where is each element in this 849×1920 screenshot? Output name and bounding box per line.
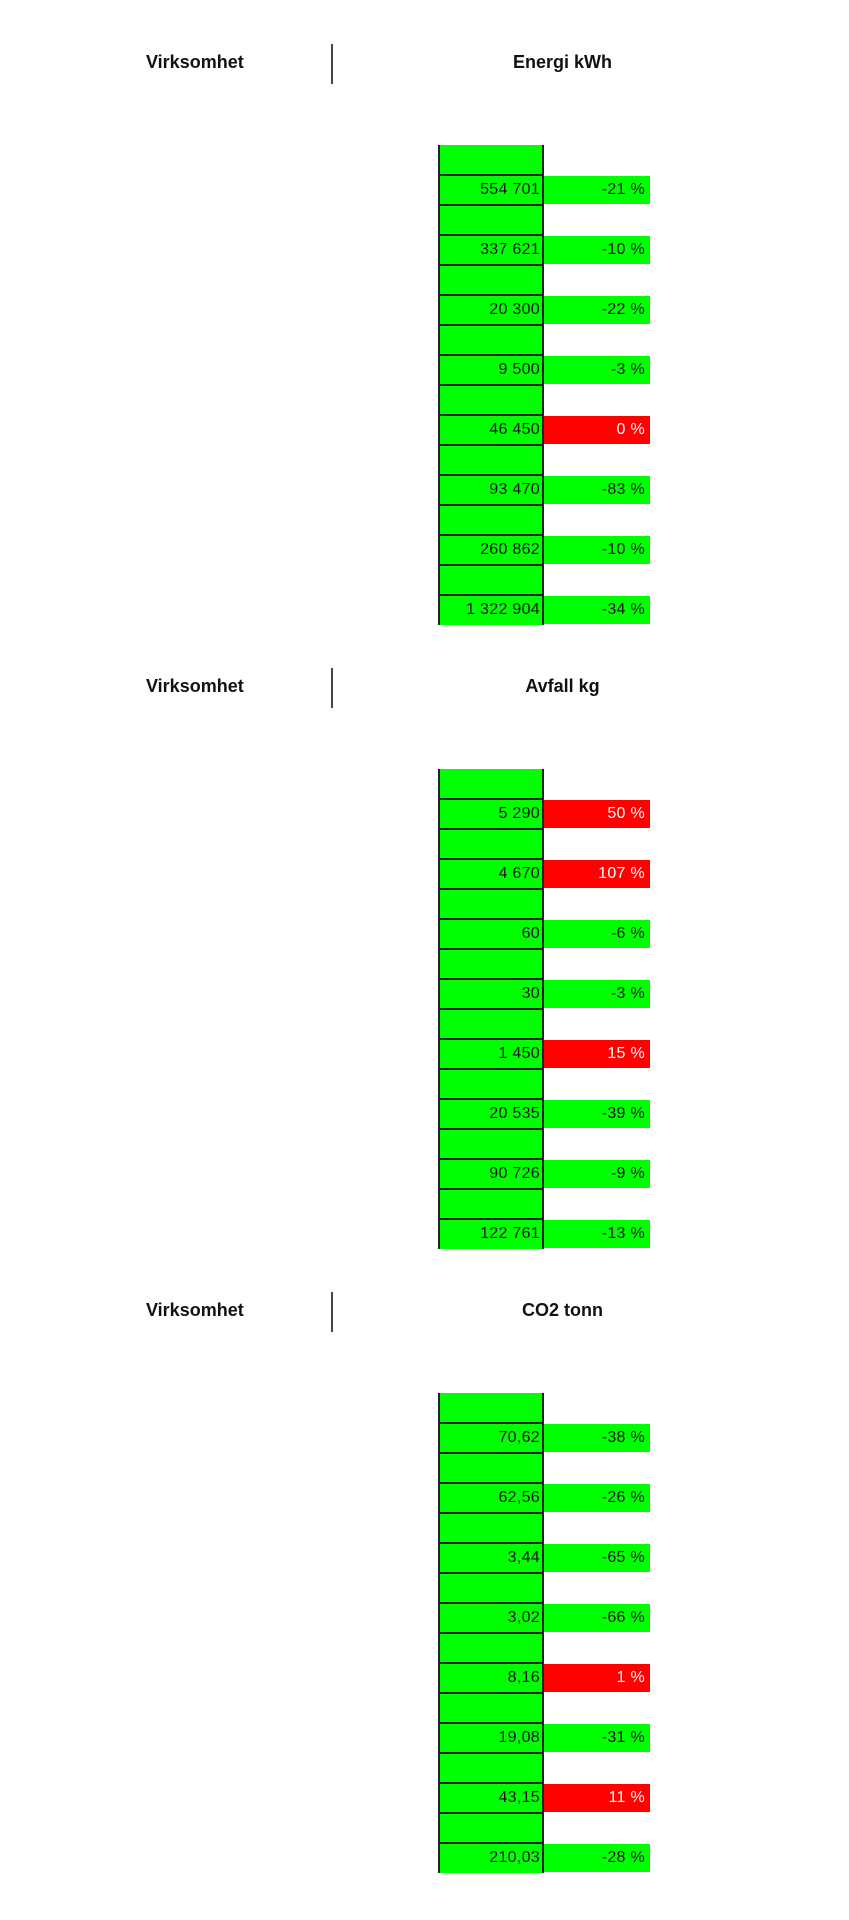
metric-section <box>0 1248 849 1866</box>
row-separator <box>438 1632 544 1634</box>
row-separator <box>438 504 544 506</box>
column-header-metric: Avfall kg <box>525 676 600 696</box>
row-separator <box>438 444 544 446</box>
row-separator <box>438 1752 544 1754</box>
change-badge: -31 % <box>544 1724 650 1752</box>
change-badge: 11 % <box>544 1784 650 1812</box>
row-separator <box>438 1812 544 1814</box>
value-cell: 30 <box>521 985 540 1002</box>
value-cell: 337 621 <box>480 241 540 258</box>
value-cell: 20 300 <box>489 301 540 318</box>
metric-table <box>438 769 653 1249</box>
change-badge: -13 % <box>544 1220 650 1248</box>
value-cell: 70,62 <box>498 1429 540 1446</box>
change-badge: 1 % <box>544 1664 650 1692</box>
row-separator <box>438 948 544 950</box>
row-separator <box>438 264 544 266</box>
value-cell: 4 670 <box>498 865 540 882</box>
change-badge: -22 % <box>544 296 650 324</box>
value-cell: 260 862 <box>480 541 540 558</box>
value-cell: 5 290 <box>498 805 540 822</box>
row-separator <box>438 1692 544 1694</box>
value-cell: 62,56 <box>498 1489 540 1506</box>
value-cell: 9 500 <box>498 361 540 378</box>
value-cell: 93 470 <box>489 481 540 498</box>
value-cell: 210,03 <box>489 1849 540 1866</box>
change-badge: -65 % <box>544 1544 650 1572</box>
change-badge: -83 % <box>544 476 650 504</box>
change-badge: 0 % <box>544 416 650 444</box>
row-separator <box>438 324 544 326</box>
metric-section <box>0 0 849 618</box>
row-separator <box>438 1452 544 1454</box>
change-badge: 15 % <box>544 1040 650 1068</box>
column-header-metric: CO2 tonn <box>522 1300 603 1320</box>
column-header-business: Virksomhet <box>146 1300 244 1320</box>
row-separator <box>438 384 544 386</box>
value-cell: 1 450 <box>498 1045 540 1062</box>
change-badge: -10 % <box>544 236 650 264</box>
change-badge: -3 % <box>544 356 650 384</box>
change-badge: -39 % <box>544 1100 650 1128</box>
change-badge: -26 % <box>544 1484 650 1512</box>
header-divider <box>331 668 333 708</box>
column-header-business: Virksomhet <box>146 52 244 72</box>
row-separator <box>438 888 544 890</box>
change-badge: -21 % <box>544 176 650 204</box>
change-badge: -66 % <box>544 1604 650 1632</box>
value-cell: 60 <box>521 925 540 942</box>
change-badge: -38 % <box>544 1424 650 1452</box>
row-separator <box>438 828 544 830</box>
value-cell: 1 322 904 <box>466 601 540 618</box>
row-separator <box>438 1068 544 1070</box>
value-cell: 43,15 <box>498 1789 540 1806</box>
metric-table <box>438 145 653 625</box>
change-badge: -9 % <box>544 1160 650 1188</box>
change-badge: -3 % <box>544 980 650 1008</box>
change-badge: -10 % <box>544 536 650 564</box>
value-cell: 3,44 <box>507 1549 540 1566</box>
row-separator <box>438 1512 544 1514</box>
change-badge: -28 % <box>544 1844 650 1872</box>
row-separator <box>438 1188 544 1190</box>
metric-section <box>0 624 849 1242</box>
header-divider <box>331 1292 333 1332</box>
change-badge: 107 % <box>544 860 650 888</box>
row-separator <box>438 1008 544 1010</box>
row-separator <box>438 564 544 566</box>
value-cell: 3,02 <box>507 1609 540 1626</box>
value-cell: 90 726 <box>489 1165 540 1182</box>
value-cell: 46 450 <box>489 421 540 438</box>
change-badge: -6 % <box>544 920 650 948</box>
row-separator <box>438 1572 544 1574</box>
row-separator <box>438 1128 544 1130</box>
change-badge: 50 % <box>544 800 650 828</box>
metric-table <box>438 1393 653 1873</box>
change-badge: -34 % <box>544 596 650 624</box>
column-header-metric: Energi kWh <box>512 52 612 72</box>
column-header-business: Virksomhet <box>146 676 244 696</box>
row-separator <box>438 204 544 206</box>
value-cell: 19,08 <box>498 1729 540 1746</box>
value-cell: 122 761 <box>480 1225 540 1242</box>
value-cell: 554 701 <box>480 181 540 198</box>
value-cell: 20 535 <box>489 1105 540 1122</box>
header-divider <box>331 44 333 84</box>
value-cell: 8,16 <box>507 1669 540 1686</box>
